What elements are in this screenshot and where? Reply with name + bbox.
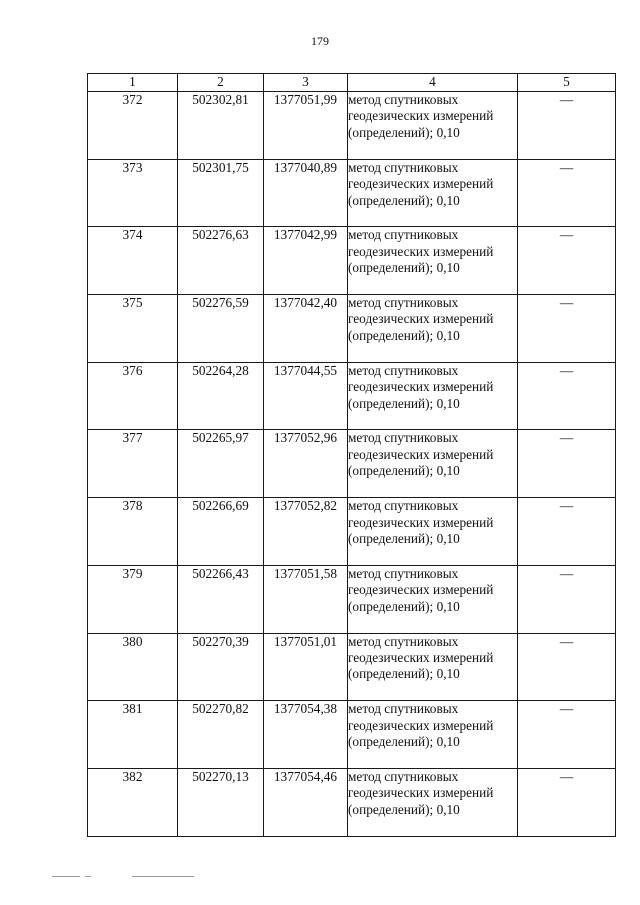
coordinate-y: 1377052,82: [264, 498, 348, 566]
page-number: 179: [311, 34, 329, 48]
coordinate-y: 1377054,38: [264, 701, 348, 769]
coordinate-x: 502276,63: [178, 227, 264, 295]
method-accuracy: метод спутниковых геодезических измерений (определений); 0,10: [348, 362, 518, 430]
point-number: 378: [88, 498, 178, 566]
scan-mark: [85, 876, 91, 877]
column-5-value: —: [518, 295, 616, 363]
table-row: [88, 92, 616, 160]
scan-mark: [132, 876, 194, 877]
point-number: 381: [88, 701, 178, 769]
method-accuracy: метод спутниковых геодезических измерений (определений); 0,10: [348, 768, 518, 836]
table-row: [88, 227, 616, 295]
column-5-value: —: [518, 633, 616, 701]
table-row: [88, 159, 616, 227]
point-number: 372: [88, 92, 178, 160]
coordinates-table: [87, 73, 616, 837]
table-row: [88, 295, 616, 363]
coordinate-x: 502270,39: [178, 633, 264, 701]
header-col-3: 3: [264, 74, 348, 92]
table-row: [88, 701, 616, 769]
method-accuracy: метод спутниковых геодезических измерений (определений); 0,10: [348, 430, 518, 498]
method-accuracy: метод спутниковых геодезических измерений (определений); 0,10: [348, 227, 518, 295]
method-accuracy: метод спутниковых геодезических измерений (определений); 0,10: [348, 633, 518, 701]
method-accuracy: метод спутниковых геодезических измерений (определений); 0,10: [348, 498, 518, 566]
coordinate-x: 502270,82: [178, 701, 264, 769]
column-5-value: —: [518, 701, 616, 769]
column-5-value: —: [518, 227, 616, 295]
coordinate-x: 502265,97: [178, 430, 264, 498]
table-row: [88, 498, 616, 566]
coordinate-y: 1377054,46: [264, 768, 348, 836]
column-5-value: —: [518, 430, 616, 498]
coordinate-x: 502270,13: [178, 768, 264, 836]
header-col-5: 5: [518, 74, 616, 92]
header-col-2: 2: [178, 74, 264, 92]
coordinate-y: 1377051,58: [264, 565, 348, 633]
coordinate-y: 1377051,99: [264, 92, 348, 160]
coordinate-x: 502301,75: [178, 159, 264, 227]
point-number: 377: [88, 430, 178, 498]
coordinate-y: 1377042,99: [264, 227, 348, 295]
column-5-value: —: [518, 159, 616, 227]
point-number: 375: [88, 295, 178, 363]
point-number: 379: [88, 565, 178, 633]
coordinate-y: 1377052,96: [264, 430, 348, 498]
header-col-1: 1: [88, 74, 178, 92]
column-5-value: —: [518, 498, 616, 566]
table-row: [88, 633, 616, 701]
table-row: [88, 362, 616, 430]
footer-scan-marks: [52, 876, 212, 878]
point-number: 376: [88, 362, 178, 430]
method-accuracy: метод спутниковых геодезических измерений (определений); 0,10: [348, 159, 518, 227]
point-number: 380: [88, 633, 178, 701]
coordinate-x: 502302,81: [178, 92, 264, 160]
header-col-4: 4: [348, 74, 518, 92]
table-body: [88, 92, 616, 837]
coordinate-y: 1377044,55: [264, 362, 348, 430]
method-accuracy: метод спутниковых геодезических измерений (определений); 0,10: [348, 701, 518, 769]
method-accuracy: метод спутниковых геодезических измерений (определений); 0,10: [348, 295, 518, 363]
coordinate-x: 502266,43: [178, 565, 264, 633]
point-number: 382: [88, 768, 178, 836]
column-5-value: —: [518, 92, 616, 160]
table-header-row: [88, 74, 616, 92]
column-5-value: —: [518, 768, 616, 836]
coordinate-y: 1377040,89: [264, 159, 348, 227]
point-number: 374: [88, 227, 178, 295]
coordinate-y: 1377042,40: [264, 295, 348, 363]
table-row: [88, 565, 616, 633]
coordinate-y: 1377051,01: [264, 633, 348, 701]
table-row: [88, 430, 616, 498]
column-5-value: —: [518, 565, 616, 633]
coordinate-x: 502264,28: [178, 362, 264, 430]
scan-mark: [52, 876, 80, 877]
column-5-value: —: [518, 362, 616, 430]
table-row: [88, 768, 616, 836]
coordinate-x: 502266,69: [178, 498, 264, 566]
coordinate-x: 502276,59: [178, 295, 264, 363]
point-number: 373: [88, 159, 178, 227]
method-accuracy: метод спутниковых геодезических измерений (определений); 0,10: [348, 92, 518, 160]
method-accuracy: метод спутниковых геодезических измерений (определений); 0,10: [348, 565, 518, 633]
